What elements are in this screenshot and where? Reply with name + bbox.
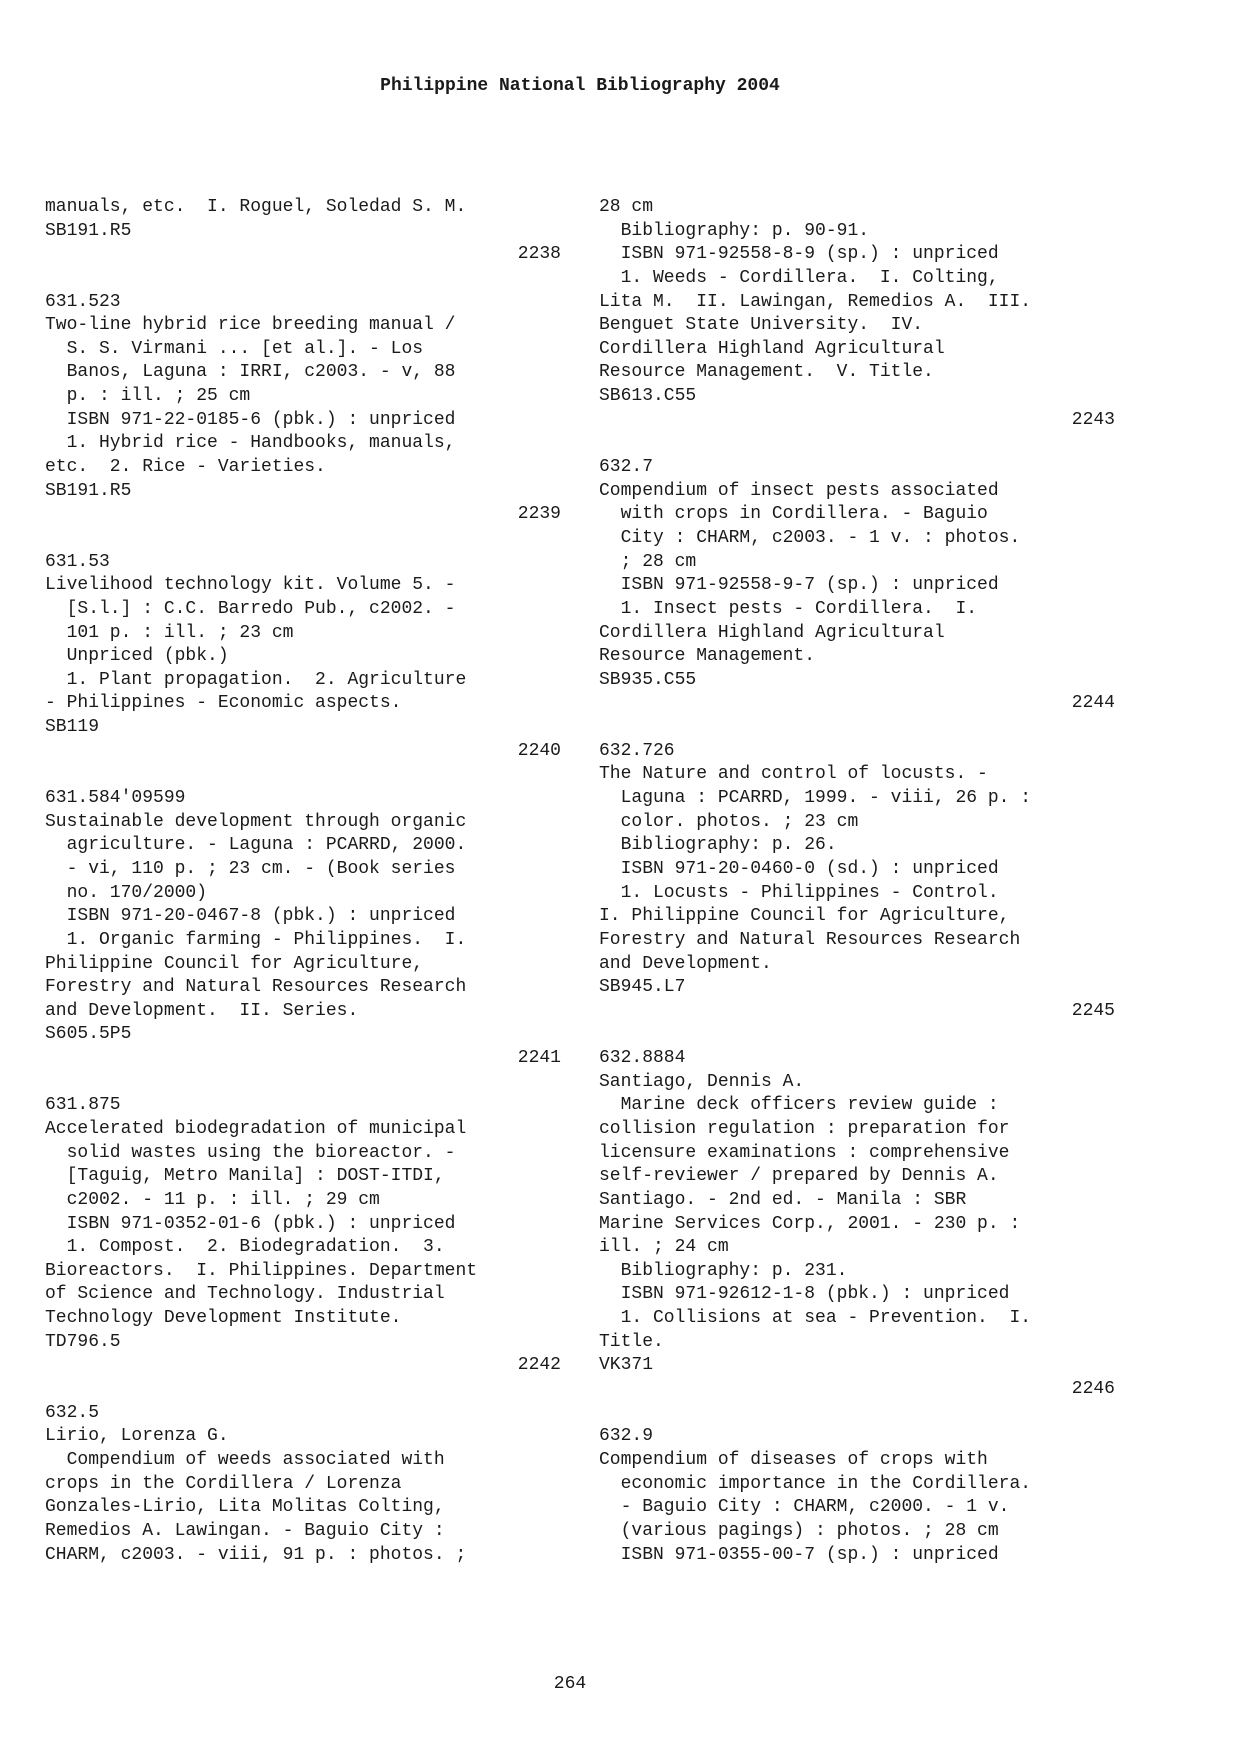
entry-line: Benguet State University. IV. xyxy=(599,315,924,336)
entry-number: 2244 xyxy=(1071,693,1115,714)
entry-number: 2240 xyxy=(517,740,561,761)
blank-line xyxy=(599,716,1119,740)
entry-number: 2238 xyxy=(517,244,561,265)
entry-line: Lita M. II. Lawingan, Remedios A. III. xyxy=(599,291,1032,312)
entry-line: economic importance in the Cordillera. xyxy=(599,1473,1032,1494)
entry-line: SB613.C55 xyxy=(599,386,697,407)
entry-line: 101 p. : ill. ; 23 cm xyxy=(45,622,294,643)
entry-line: Marine deck officers review guide : xyxy=(599,1095,999,1116)
entry-line: Unpriced (pbk.) xyxy=(45,646,229,667)
entry-line: self-reviewer / prepared by Dennis A. xyxy=(599,1166,999,1187)
entry-line: Bibliography: p. 26. xyxy=(599,835,837,856)
entry-line: ISBN 971-20-0467-8 (pbk.) : unpriced xyxy=(45,906,456,927)
entry-line: Laguna : PCARRD, 1999. - viii, 26 p. : xyxy=(599,788,1032,809)
page-number: 264 xyxy=(553,1674,587,1694)
entry-line: Technology Development Institute. xyxy=(45,1308,402,1329)
entry-line: Lirio, Lorenza G. xyxy=(45,1426,229,1447)
entry-line: Compendium of diseases of crops with xyxy=(599,1449,988,1470)
entry-line: TD796.5 xyxy=(45,1331,121,1352)
entry-line: 632.5 xyxy=(45,1402,100,1423)
entry-line: 1. Hybrid rice - Handbooks, manuals, xyxy=(45,433,456,454)
entry-line: ISBN 971-92558-9-7 (sp.) : unpriced xyxy=(599,575,999,596)
entry-line: SB935.C55 xyxy=(599,669,697,690)
blank-line xyxy=(45,1071,565,1095)
entry-line: S605.5P5 xyxy=(45,1024,132,1045)
entry-line: SB191.R5 xyxy=(45,480,132,501)
entry-number: 2243 xyxy=(1071,409,1115,430)
entry-line: SB945.L7 xyxy=(599,977,686,998)
entry-line: SB119 xyxy=(45,717,100,738)
entry-line: solid wastes using the bioreactor. - xyxy=(45,1142,456,1163)
entry-line: Compendium of weeds associated with xyxy=(45,1449,445,1470)
entry-line: S. S. Virmani ... [et al.]. - Los xyxy=(45,338,424,359)
entry-line: Remedios A. Lawingan. - Baguio City : xyxy=(45,1520,445,1541)
entry-line: Cordillera Highland Agricultural xyxy=(599,622,945,643)
entry-line: City : CHARM, c2003. - 1 v. : photos. xyxy=(599,527,1021,548)
entry-line: The Nature and control of locusts. - xyxy=(599,764,988,785)
entry-line: manuals, etc. I. Roguel, Soledad S. M. xyxy=(45,197,467,217)
entry-line: 631.875 xyxy=(45,1095,121,1116)
entry-line: VK371 xyxy=(599,1355,654,1376)
entry-line: ; 28 cm xyxy=(599,551,697,572)
blank-line xyxy=(45,267,565,291)
right-column xyxy=(599,196,1119,1567)
entry-line: Livelihood technology kit. Volume 5. - xyxy=(45,575,456,596)
entry-line: Title. xyxy=(599,1331,664,1352)
entry-line: ISBN 971-92558-8-9 (sp.) : unpriced xyxy=(599,244,999,265)
blank-line xyxy=(45,527,565,551)
entry-line: 632.7 xyxy=(599,457,654,478)
entry-line: Bibliography: p. 90-91. xyxy=(599,220,870,241)
entry-line: Forestry and Natural Resources Research xyxy=(599,929,1021,950)
entry-line: 1. Compost. 2. Biodegradation. 3. xyxy=(45,1237,445,1258)
entry-line: 28 cm xyxy=(599,197,654,217)
entry-line: 632.726 xyxy=(599,740,675,761)
entry-line: Compendium of insect pests associated xyxy=(599,480,999,501)
entry-line: Accelerated biodegradation of municipal xyxy=(45,1118,467,1139)
entry-line: c2002. - 11 p. : ill. ; 29 cm xyxy=(45,1189,380,1210)
blank-line xyxy=(599,1402,1119,1426)
entry-line: Gonzales-Lirio, Lita Molitas Colting, xyxy=(45,1497,445,1518)
entry-line: licensure examinations : comprehensive xyxy=(599,1142,1010,1163)
entry-line: Bibliography: p. 231. xyxy=(599,1260,848,1281)
entry-line: Cordillera Highland Agricultural xyxy=(599,338,945,359)
blank-line xyxy=(599,432,1119,456)
entry-line: I. Philippine Council for Agriculture, xyxy=(599,906,1010,927)
entry-line: collision regulation : preparation for xyxy=(599,1118,1010,1139)
entry-line: 1. Collisions at sea - Prevention. I. xyxy=(599,1308,1032,1329)
entry-line: Bioreactors. I. Philippines. Department xyxy=(45,1260,478,1281)
entry-line: [Taguig, Metro Manila] : DOST-ITDI, xyxy=(45,1166,445,1187)
entry-number: 2241 xyxy=(517,1048,561,1069)
entry-line: Sustainable development through organic xyxy=(45,811,467,832)
entry-line: Santiago. - 2nd ed. - Manila : SBR xyxy=(599,1189,967,1210)
entry-line: with crops in Cordillera. - Baguio xyxy=(599,504,988,525)
entry-line: 631.584'09599 xyxy=(45,788,186,809)
entry-line: CHARM, c2003. - viii, 91 p. : photos. ; xyxy=(45,1544,467,1565)
entry-line: 1. Weeds - Cordillera. I. Colting, xyxy=(599,267,999,288)
left-column xyxy=(45,196,565,1567)
entry-line: agriculture. - Laguna : PCARRD, 2000. xyxy=(45,835,467,856)
entry-line: crops in the Cordillera / Lorenza xyxy=(45,1473,402,1494)
blank-line xyxy=(45,1378,565,1402)
entry-line: Philippine Council for Agriculture, xyxy=(45,953,424,974)
page-title: Philippine National Bibliography 2004 xyxy=(380,76,780,96)
entry-line: and Development. xyxy=(599,953,772,974)
blank-line xyxy=(45,763,565,787)
entry-line: Resource Management. xyxy=(599,646,816,667)
entry-line: 632.8884 xyxy=(599,1048,686,1069)
entry-line: ISBN 971-0352-01-6 (pbk.) : unpriced xyxy=(45,1213,456,1234)
entry-line: [S.l.] : C.C. Barredo Pub., c2002. - xyxy=(45,598,456,619)
entry-line: - vi, 110 p. ; 23 cm. - (Book series xyxy=(45,858,456,879)
entry-line: of Science and Technology. Industrial xyxy=(45,1284,445,1305)
entry-line: ISBN 971-92612-1-8 (pbk.) : unpriced xyxy=(599,1284,1010,1305)
entry-line: - Philippines - Economic aspects. xyxy=(45,693,402,714)
entry-line: Two-line hybrid rice breeding manual / xyxy=(45,315,456,336)
entry-line: etc. 2. Rice - Varieties. xyxy=(45,457,326,478)
entry-number: 2246 xyxy=(1071,1379,1115,1400)
entry-line: - Baguio City : CHARM, c2000. - 1 v. xyxy=(599,1497,1010,1518)
entry-line: ISBN 971-0355-00-7 (sp.) : unpriced xyxy=(599,1544,999,1565)
entry-number: 2239 xyxy=(517,504,561,525)
entry-line: ill. ; 24 cm xyxy=(599,1237,729,1258)
entry-line: and Development. II. Series. xyxy=(45,1000,359,1021)
entry-line: 631.523 xyxy=(45,291,121,312)
entry-line: no. 170/2000) xyxy=(45,882,208,903)
entry-line: ISBN 971-20-0460-0 (sd.) : unpriced xyxy=(599,858,999,879)
entry-line: color. photos. ; 23 cm xyxy=(599,811,859,832)
blank-line xyxy=(599,1023,1119,1047)
entry-line: 632.9 xyxy=(599,1426,654,1447)
entry-line: Marine Services Corp., 2001. - 230 p. : xyxy=(599,1213,1021,1234)
entry-line: 631.53 xyxy=(45,551,110,572)
entry-line: (various pagings) : photos. ; 28 cm xyxy=(599,1520,999,1541)
entry-line: 1. Plant propagation. 2. Agriculture xyxy=(45,669,467,690)
entry-line: Santiago, Dennis A. xyxy=(599,1071,805,1092)
entry-line: ISBN 971-22-0185-6 (pbk.) : unpriced xyxy=(45,409,456,430)
entry-number: 2242 xyxy=(517,1355,561,1376)
entry-number: 2245 xyxy=(1071,1000,1115,1021)
entry-line: 1. Locusts - Philippines - Control. xyxy=(599,882,999,903)
entry-line: p. : ill. ; 25 cm xyxy=(45,386,251,407)
entry-line: Banos, Laguna : IRRI, c2003. - v, 88 xyxy=(45,362,456,383)
entry-line: 1. Insect pests - Cordillera. I. xyxy=(599,598,978,619)
entry-line: SB191.R5 xyxy=(45,220,132,241)
entry-line: Forestry and Natural Resources Research xyxy=(45,977,467,998)
entry-line: Resource Management. V. Title. xyxy=(599,362,934,383)
entry-line: 1. Organic farming - Philippines. I. xyxy=(45,929,467,950)
